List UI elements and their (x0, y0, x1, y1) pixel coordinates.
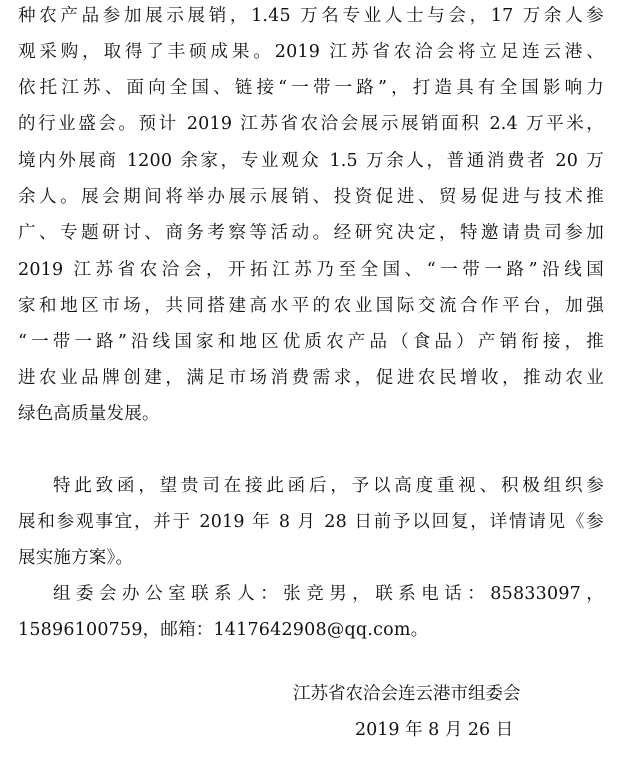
paragraph-1-line-7: 广、专题研讨、商务考察等活动。经研究决定，特邀请贵司参加 (18, 223, 604, 243)
contact-line-2: 15896100759，邮箱：1417642908@qq.com。 (18, 620, 429, 640)
paragraph-2-line-2: 展和参观事宜，并于 2019 年 8 月 28 日前予以回复，详情请见《参 (18, 512, 604, 532)
paragraph-1-line-10: “一带一路”沿线国家和地区优质农产品（食品）产销衔接，推 (18, 332, 604, 352)
paragraph-1-line-9: 家和地区市场，共同搭建高水平的农业国际交流合作平台，加强 (18, 296, 604, 316)
paragraph-1-line-4: 的行业盛会。预计 2019 江苏省农洽会展示展销面积 2.4 万平米， (18, 114, 604, 134)
paragraph-1-line-3: 依托江苏、面向全国、链接“一带一路”，打造具有全国影响力 (18, 78, 604, 98)
contact-line-1: 组委会办公室联系人：张竞男，联系电话：85833097， (53, 584, 604, 604)
paragraph-1-line-5: 境内外展商 1200 余家，专业观众 1.5 万余人，普通消费者 20 万 (18, 151, 604, 171)
paragraph-1-line-11: 进农业品牌创建，满足市场消费需求，促进农民增收，推动农业 (18, 368, 604, 388)
paragraph-1-line-2: 观采购，取得了丰硕成果。2019 江苏省农洽会将立足连云港、 (18, 42, 604, 62)
signature-organization: 江苏省农洽会连云港市组委会 (293, 684, 521, 704)
paragraph-2-line-3: 展实施方案》。 (18, 548, 134, 568)
paragraph-1-line-12: 绿色高质量发展。 (18, 404, 160, 424)
signature-date: 2019 年 8 月 26 日 (355, 720, 514, 740)
paragraph-2-line-1: 特此致函，望贵司在接此函后，予以高度重视、积极组织参 (53, 476, 604, 496)
paragraph-1-line-1: 种农产品参加展示展销，1.45 万名专业人士与会，17 万余人参 (18, 6, 604, 26)
paragraph-1-line-6: 余人。展会期间将举办展示展销、投资促进、贸易促进与技术推 (18, 187, 604, 207)
paragraph-1-line-8: 2019 江苏省农洽会，开拓江苏乃至全国、“一带一路”沿线国 (18, 260, 604, 280)
